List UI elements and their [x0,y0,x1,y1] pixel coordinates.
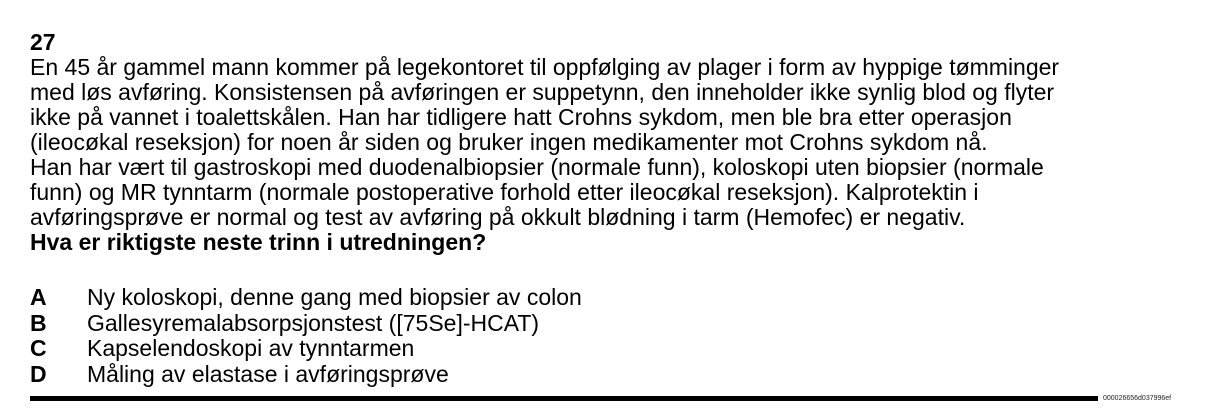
question-line: avføringsprøve er normal og test av avføring på okkult blødning i tarm (Hemofec) er negativ. [30,204,966,230]
question-line: (ileocøkal reseksjon) for noen år siden og bruker ingen medikamenter mot Crohns sykdom nå. [30,129,988,155]
question-line: Han har vært til gastroskopi med duodenalbiopsier (normale funn), koloskopi uten biopsier (normale [30,154,1044,180]
option-letter: B [30,309,47,336]
option-text: Gallesyremalabsorpsjonstest ([75Se]-HCAT) [87,309,540,336]
question-line: ikke på vannet i toalettskålen. Han har tidligere hatt Crohns sykdom, men ble bra etter operasjon [30,104,1012,130]
option-letter: C [30,335,47,361]
option-b [30,311,1190,337]
option-letter: D [30,360,47,387]
question-line: funn) og MR tynntarm (normale postoperative forhold etter ileocøkal reseksjon). Kalprotektin i [30,179,979,205]
document-id: 000026656d037996ef [1103,395,1172,402]
question-line: En 45 år gammel mann kommer på legekontoret til oppfølging av plager i form av hyppige tømminger [30,54,1060,80]
question-number: 27 [30,29,56,55]
question-text [30,55,1190,230]
footer-divider [30,396,1098,401]
option-text: Ny koloskopi, denne gang med biopsier av colon [87,284,582,310]
option-d [30,362,1190,388]
option-text: Kapselendoskopi av tynntarmen [87,335,415,361]
option-c [30,336,1190,362]
option-a [30,285,1190,311]
question-line: med løs avføring. Konsistensen på avføringen er suppetynn, den inneholder ikke synlig blod og flyter [30,79,1055,105]
answer-options [30,285,1190,387]
option-letter: A [30,284,47,310]
option-text: Måling av elastase i avføringsprøve [87,360,449,387]
question-block [30,30,1190,255]
question-prompt: Hva er riktigste neste trinn i utredningen? [30,229,487,255]
